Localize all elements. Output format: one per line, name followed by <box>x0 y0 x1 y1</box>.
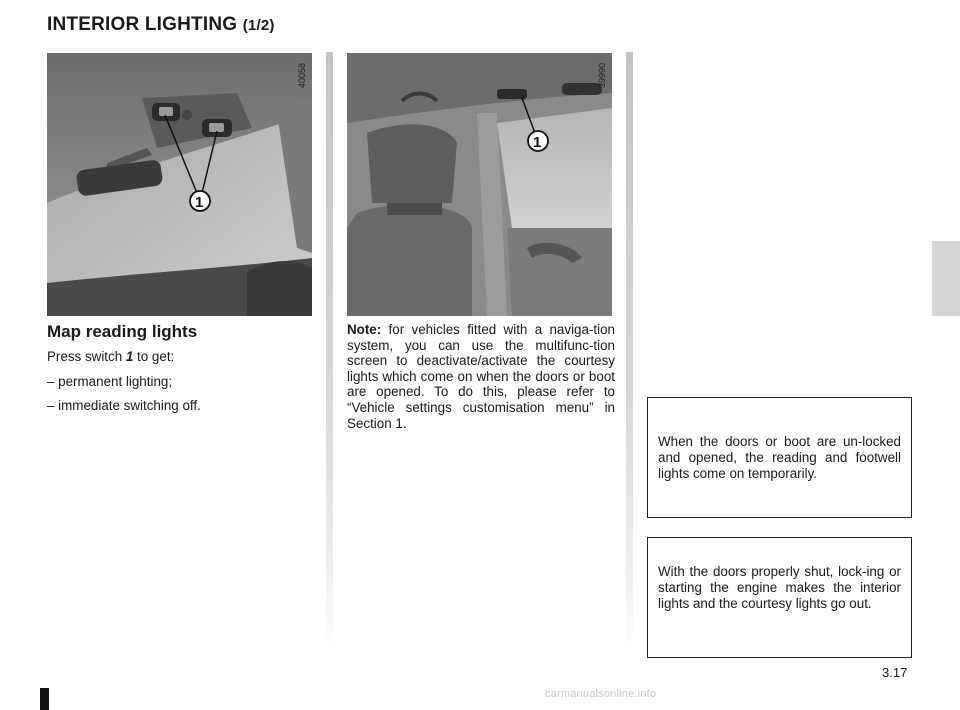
column-divider-right <box>626 52 633 652</box>
switch-reference: 1 <box>125 349 134 364</box>
section-heading: Map reading lights <box>47 322 198 341</box>
list-item: – immediate switching off. <box>47 398 201 413</box>
page-title <box>47 14 275 36</box>
callout-1-photo1 <box>190 191 210 211</box>
chapter-tab <box>932 241 960 316</box>
photo-reference-code: 40058 <box>297 62 307 88</box>
map-reading-lights-photo <box>47 53 312 316</box>
callout-1-photo2 <box>528 131 548 151</box>
svg-text:1: 1 <box>533 134 542 151</box>
list-item: – permanent lighting; <box>47 374 173 389</box>
courtesy-light-photo <box>347 53 612 316</box>
info-box-text: When the doors or boot are un-locked and opened, the reading and footwell lights come on temporarily. <box>658 434 901 481</box>
note-text: for vehicles fitted with a naviga-tion system, you can use the multifunc-tion screen to deactivate/activate the courtesy lights which come on when the doors or boot are opened. To do this, please refer to “Vehicle settings customisation menu” in Section 1. <box>347 322 615 431</box>
note-label: Note: <box>347 322 382 337</box>
page-marker <box>40 688 49 710</box>
svg-text:1: 1 <box>195 194 204 211</box>
title-text: INTERIOR LIGHTING <box>47 14 238 35</box>
page-number: 3.17 <box>882 665 908 680</box>
watermark: carmanualsonline.info <box>545 688 657 700</box>
title-part: (1/2) <box>242 17 275 34</box>
info-box-lights-off <box>647 537 912 658</box>
info-box-lights-on <box>647 397 912 518</box>
photo-reference-code: 39990 <box>597 62 607 88</box>
column-divider-left <box>326 52 333 652</box>
intro-paragraph <box>47 349 312 365</box>
intro-prefix: Press switch <box>47 349 126 364</box>
info-box-text: With the doors properly shut, lock-ing or starting the engine makes the interior lights and the courtesy lights go out. <box>658 564 901 611</box>
intro-suffix: to get: <box>133 349 175 364</box>
note-paragraph <box>347 322 615 431</box>
